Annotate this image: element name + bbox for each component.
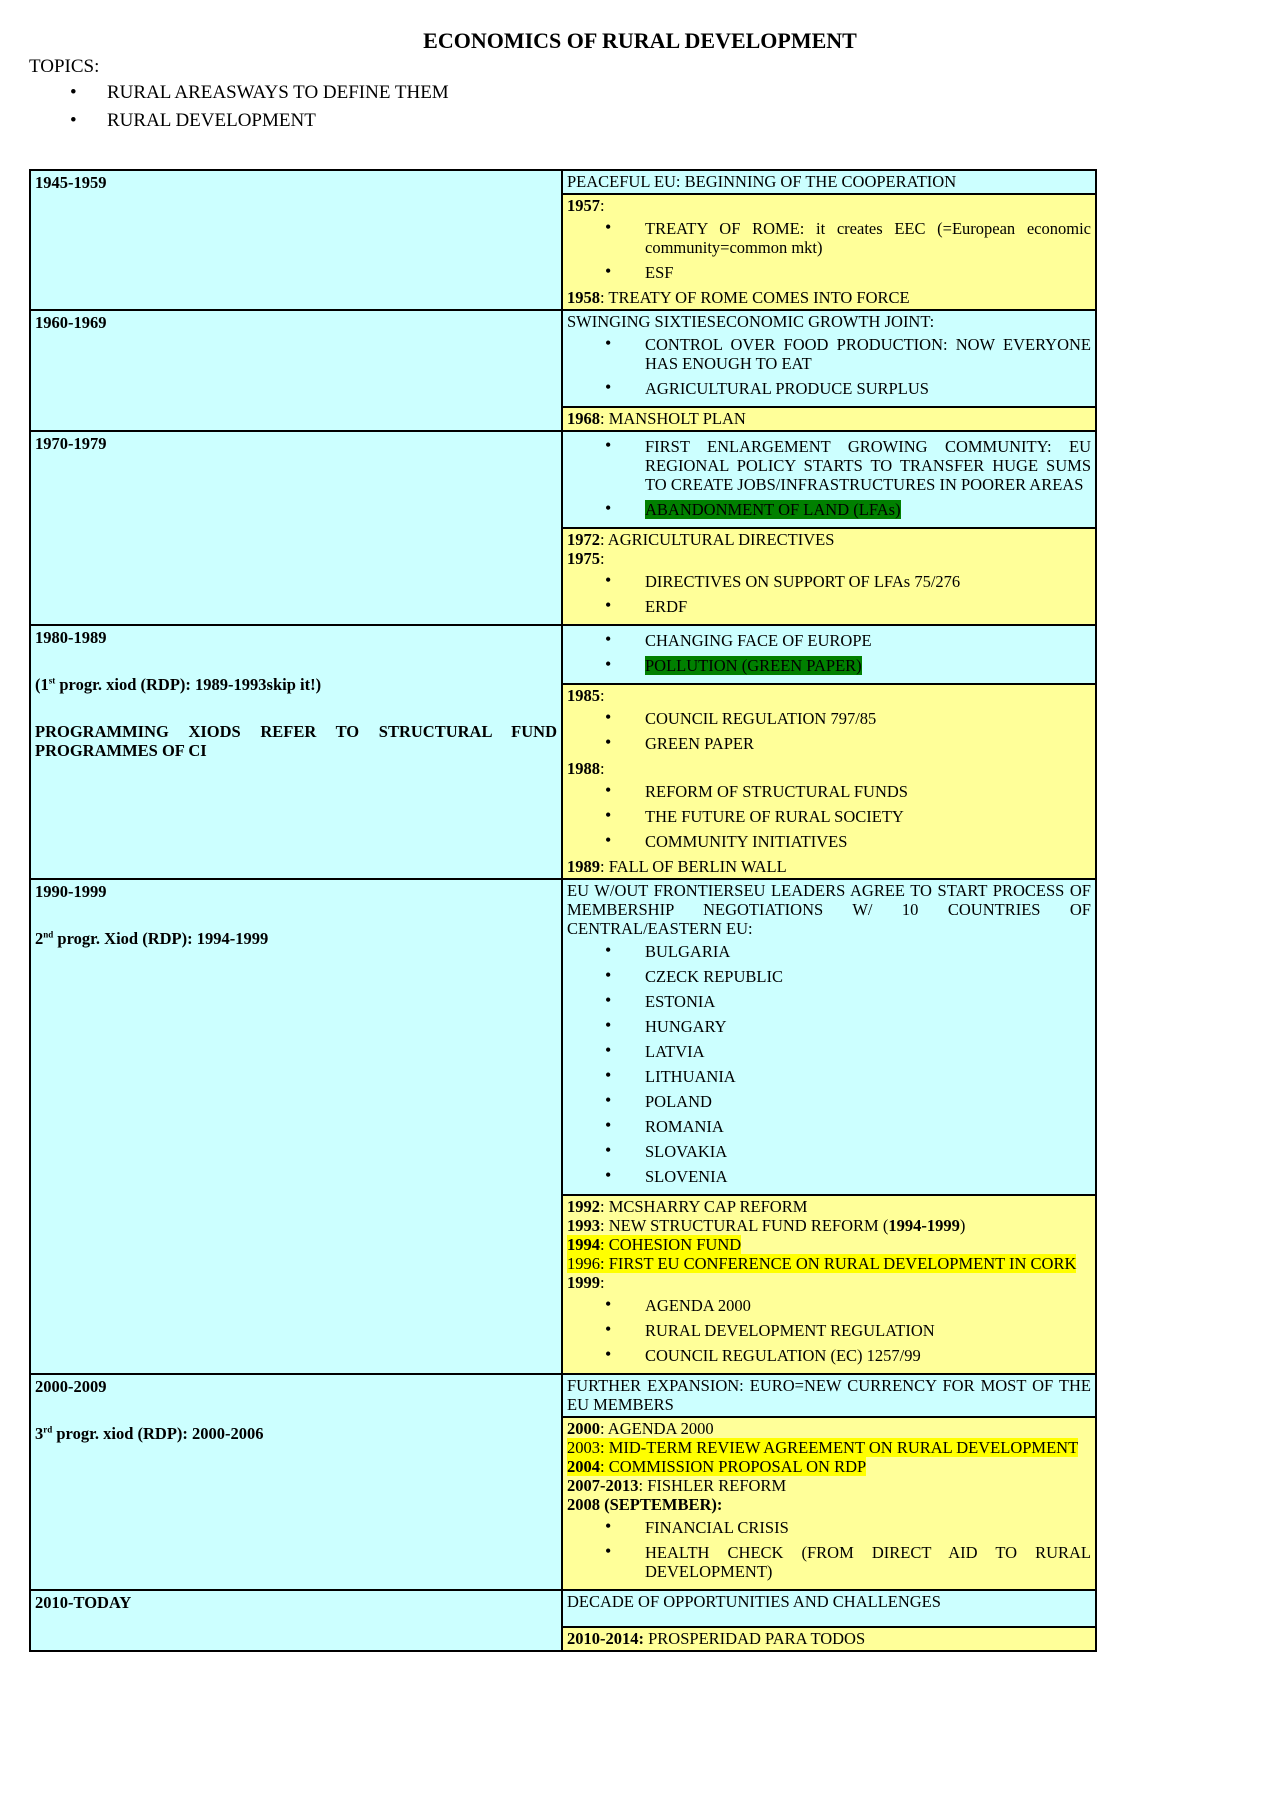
event-text: : NEW STRUCTURAL FUND REFORM (: [600, 1216, 889, 1235]
event-block: [563, 193, 1095, 309]
event-block: [563, 1626, 1095, 1650]
row-1980-1989: [30, 625, 1096, 879]
event-block: [563, 1194, 1095, 1373]
bullet-item: • RURAL DEVELOPMENT REGULATION: [567, 1321, 1091, 1340]
bullet-item: • TREATY OF ROME: it creates EEC (=European economic community=common mkt): [567, 219, 1091, 257]
bullet-list: [567, 1518, 1091, 1581]
row-2000-2009: [30, 1374, 1096, 1590]
event-text: : MCSHARRY CAP REFORM: [600, 1197, 808, 1216]
event-year-line: 1999:: [567, 1273, 605, 1292]
events-cell: [562, 879, 1096, 1374]
event-block: [563, 1416, 1095, 1589]
bullet-item: • HEALTH CHECK (FROM DIRECT AID TO RURAL DEVELOPMENT): [567, 1543, 1091, 1581]
bullet-list: [567, 572, 1091, 616]
event-text: : COMMISSION PROPOSAL ON RDP: [600, 1457, 867, 1476]
period-cell: [30, 310, 562, 431]
year-label: 2004: [567, 1457, 600, 1476]
event-text: PEACEFUL EU: BEGINNING OF THE COOPERATION: [567, 172, 957, 191]
bullet-item: • CHANGING FACE OF EUROPE: [567, 631, 1091, 650]
year-label: 1989: [567, 857, 600, 876]
year-label: 1975: [567, 549, 600, 568]
yellow-highlight: [567, 1457, 866, 1476]
bullet-item: • AGENDA 2000: [567, 1296, 1091, 1315]
event-year-line: [567, 530, 1091, 549]
bullet-item: • REFORM OF STRUCTURAL FUNDS: [567, 782, 1091, 801]
period-label: 1980-1989: [35, 628, 107, 647]
period-cell: [30, 625, 562, 879]
bullet-list: [567, 437, 1091, 519]
country-item: • POLAND: [567, 1092, 1091, 1111]
row-1960-1969: [30, 310, 1096, 431]
period-cell: [30, 431, 562, 625]
bullet-item: • CONTROL OVER FOOD PRODUCTION: NOW EVERYONE HAS ENOUGH TO EAT: [567, 335, 1091, 373]
year-label: 1985: [567, 686, 600, 705]
event-text: : AGENDA 2000: [600, 1419, 714, 1438]
period-note: 2nd progr. Xiod (RDP): 1994-1999: [35, 929, 269, 948]
event-block: [563, 1375, 1095, 1416]
event-year-line: [567, 1438, 1091, 1457]
event-year-line: [567, 288, 1091, 307]
period-label: 1990-1999: [35, 882, 107, 901]
bullet-list: [567, 631, 1091, 675]
year-label: 2000: [567, 1419, 600, 1438]
year-label: 1972: [567, 530, 600, 549]
bullet-list: [567, 335, 1091, 398]
yellow-highlight: 2003: MID-TERM REVIEW AGREEMENT ON RURAL DEVELOPMENT: [567, 1438, 1079, 1457]
event-year-line: [567, 1476, 1091, 1495]
period-label: 2010-TODAY: [35, 1593, 132, 1612]
event-text: EU W/OUT FRONTIERSEU LEADERS AGREE TO START PROCESS OF MEMBERSHIP NEGOTIATIONS W/ 10 COUNTRIES OF CENTRAL/EASTERN EU:: [567, 881, 1091, 938]
event-text: : FALL OF BERLIN WALL: [600, 857, 787, 876]
bullet-item: • AGRICULTURAL PRODUCE SURPLUS: [567, 379, 1091, 398]
period-label: 1970-1979: [35, 434, 107, 453]
year-label: 1992: [567, 1197, 600, 1216]
events-cell: [562, 310, 1096, 431]
event-year-line: [567, 1495, 1091, 1514]
year-label: 1958: [567, 288, 600, 307]
country-item: • CZECK REPUBLIC: [567, 967, 1091, 986]
bullet-item: • COUNCIL REGULATION (EC) 1257/99: [567, 1346, 1091, 1365]
event-year-line: 1985:: [567, 686, 605, 705]
event-block: [563, 311, 1095, 406]
timeline-table: [29, 169, 1097, 1652]
row-1970-1979: [30, 431, 1096, 625]
period-note: 3rd progr. xiod (RDP): 2000-2006: [35, 1424, 264, 1443]
event-text: : FISHLER REFORM: [638, 1476, 787, 1495]
topics-list: [70, 82, 449, 138]
event-year-line: [567, 1419, 1091, 1438]
year-label: 1957: [567, 196, 600, 215]
bullet-item: • ERDF: [567, 597, 1091, 616]
event-block: [563, 626, 1095, 683]
country-item: • SLOVAKIA: [567, 1142, 1091, 1161]
country-item: • SLOVENIA: [567, 1167, 1091, 1186]
period-cell: [30, 170, 562, 310]
bullet-list: [567, 782, 1091, 851]
country-item: • HUNGARY: [567, 1017, 1091, 1036]
bullet-list: [567, 1296, 1091, 1365]
bullet-item: [567, 656, 1091, 675]
period-cell: [30, 1590, 562, 1651]
events-cell: [562, 431, 1096, 625]
period-note: (1st progr. xiod (RDP): 1989-1993skip it!): [35, 675, 322, 694]
year-label: 1999: [567, 1273, 600, 1292]
event-block: [563, 406, 1095, 430]
year-label: 2007-2013: [567, 1476, 639, 1495]
bullet-list: [567, 709, 1091, 753]
country-item: • LATVIA: [567, 1042, 1091, 1061]
period-note: PROGRAMMING XIODS REFER TO STRUCTURAL FUND PROGRAMMES OF CI: [35, 722, 557, 760]
event-text: : MANSHOLT PLAN: [600, 409, 746, 428]
event-year-line: 1988:: [567, 759, 605, 778]
event-year-line: [567, 1457, 1091, 1476]
event-text: : TREATY OF ROME COMES INTO FORCE: [600, 288, 910, 307]
year-label: 1994: [567, 1235, 600, 1254]
period-cell: [30, 1374, 562, 1590]
bullet-item: • FIRST ENLARGEMENT GROWING COMMUNITY: EU REGIONAL POLICY STARTS TO TRANSFER HUGE SUMS TO CREATE JOBS/INFRASTRUCTURES IN POORER AREAS: [567, 437, 1091, 494]
green-highlight: POLLUTION (GREEN PAPER): [645, 656, 862, 675]
topics-label: TOPICS:: [29, 56, 100, 77]
event-block: [563, 171, 1095, 193]
events-cell: [562, 1374, 1096, 1590]
topic-item: • RURAL DEVELOPMENT: [70, 110, 449, 138]
event-year-line: [567, 1629, 1091, 1648]
event-year-line: 1975:: [567, 549, 605, 568]
bullet-item: • THE FUTURE OF RURAL SOCIETY: [567, 807, 1091, 826]
country-item: • BULGARIA: [567, 942, 1091, 961]
bullet-item: • GREEN PAPER: [567, 734, 1091, 753]
country-item: • ESTONIA: [567, 992, 1091, 1011]
event-text: : AGRICULTURAL DIRECTIVES: [600, 530, 835, 549]
event-text: FURTHER EXPANSION: EURO=NEW CURRENCY FOR MOST OF THE EU MEMBERS: [567, 1376, 1091, 1414]
event-year-line: [567, 1197, 1091, 1216]
period-label: 1945-1959: [35, 173, 107, 192]
event-block: [563, 527, 1095, 624]
events-cell: [562, 625, 1096, 879]
green-highlight: ABANDONMENT OF LAND (LFAs): [645, 500, 901, 519]
year-label: 1993: [567, 1216, 600, 1235]
period-label: 2000-2009: [35, 1377, 107, 1396]
bullet-item: [567, 500, 1091, 519]
yellow-highlight: 1996: FIRST EU CONFERENCE ON RURAL DEVELOPMENT IN CORK: [567, 1254, 1077, 1273]
country-item: • ROMANIA: [567, 1117, 1091, 1136]
event-year-line: [567, 1235, 1091, 1254]
event-block: [563, 432, 1095, 527]
event-year-line: 1957:: [567, 196, 605, 215]
period-cell: [30, 879, 562, 1374]
year-label: 1988: [567, 759, 600, 778]
year-label: 1968: [567, 409, 600, 428]
bullet-item: • COUNCIL REGULATION 797/85: [567, 709, 1091, 728]
country-item: • LITHUANIA: [567, 1067, 1091, 1086]
bullet-item: • FINANCIAL CRISIS: [567, 1518, 1091, 1537]
row-1945-1959: [30, 170, 1096, 310]
event-block: [563, 683, 1095, 878]
topic-item: • RURAL AREASWAYS TO DEFINE THEM: [70, 82, 449, 110]
event-text: SWINGING SIXTIESECONOMIC GROWTH JOINT:: [567, 312, 935, 331]
row-1990-1999: [30, 879, 1096, 1374]
event-year-line: [567, 1254, 1091, 1273]
bullet-item: • ESF: [567, 263, 1091, 282]
event-text: DECADE OF OPPORTUNITIES AND CHALLENGES: [567, 1592, 941, 1611]
row-2010-today: [30, 1590, 1096, 1651]
bullet-item: • DIRECTIVES ON SUPPORT OF LFAs 75/276: [567, 572, 1091, 591]
yellow-highlight: [567, 1235, 741, 1254]
event-block: [563, 1591, 1095, 1626]
document-title: ECONOMICS OF RURAL DEVELOPMENT: [423, 28, 857, 53]
event-text: : COHESION FUND: [600, 1235, 742, 1254]
year-label: 2010-2014:: [567, 1629, 644, 1648]
events-cell: [562, 1590, 1096, 1651]
bullet-item: • COMMUNITY INITIATIVES: [567, 832, 1091, 851]
event-year-line: 1993: NEW STRUCTURAL FUND REFORM (1994-1999): [567, 1216, 966, 1235]
country-list: [567, 942, 1091, 1186]
bullet-list: [567, 219, 1091, 282]
event-block: [563, 880, 1095, 1194]
event-year-line: [567, 857, 1091, 876]
events-cell: [562, 170, 1096, 310]
event-text: PROSPERIDAD PARA TODOS: [644, 1629, 866, 1648]
year-label: 2008 (SEPTEMBER):: [567, 1495, 723, 1514]
event-year-line: [567, 409, 1091, 428]
period-label: 1960-1969: [35, 313, 107, 332]
